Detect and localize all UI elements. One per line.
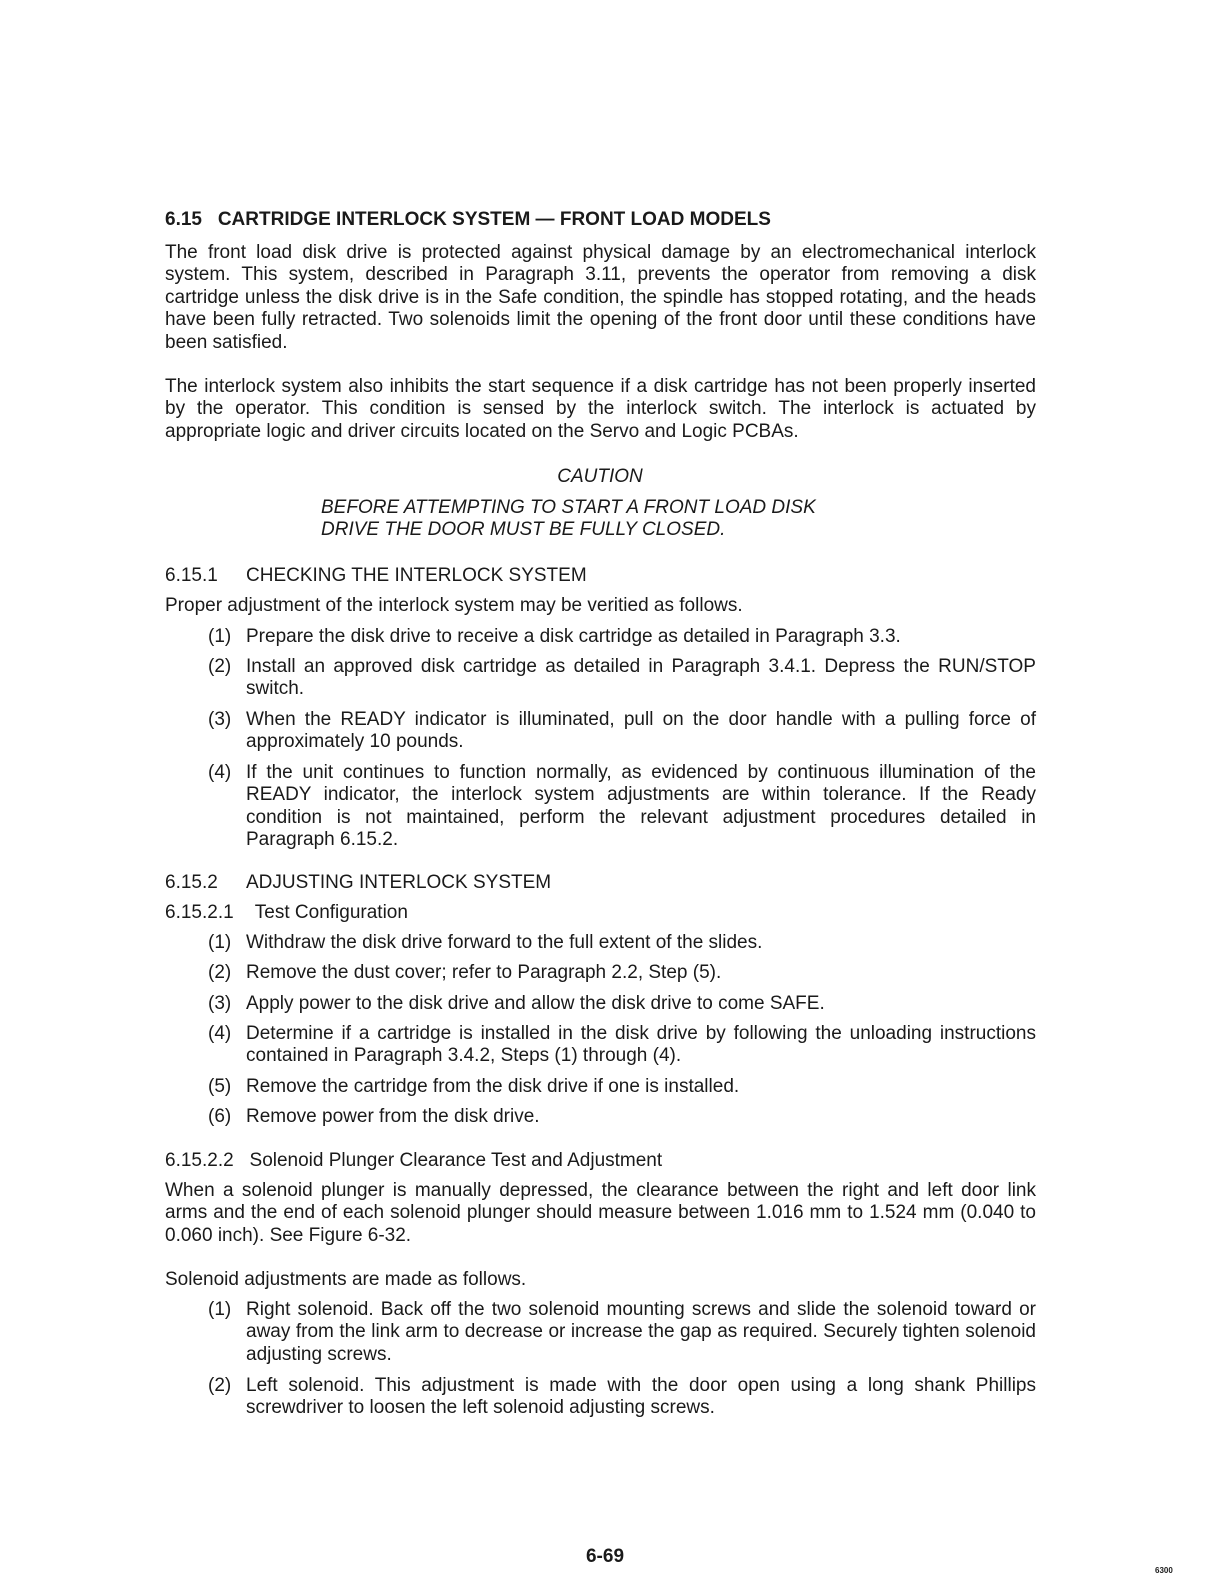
subsection-title: CHECKING THE INTERLOCK SYSTEM bbox=[246, 565, 587, 586]
item-text: Left solenoid. This adjustment is made with the door open using a long shank Phillips screwdriver to loosen the left solenoid adjusting screws. bbox=[246, 1375, 1036, 1419]
item-number: (2) bbox=[208, 962, 232, 983]
heading-number: 6.15 bbox=[165, 209, 202, 230]
item-text: Remove the cartridge from the disk drive if one is installed. bbox=[246, 1076, 740, 1097]
paragraph: Solenoid adjustments are made as follows. bbox=[165, 1269, 527, 1290]
caution-line: DRIVE THE DOOR MUST BE FULLY CLOSED. bbox=[321, 519, 726, 540]
item-text: Determine if a cartridge is installed in the disk drive by following the unloading instructions contained in Paragraph 3.4.2, Steps (1) through (4). bbox=[246, 1023, 1036, 1067]
list-item bbox=[165, 1076, 1036, 1098]
list-item bbox=[165, 1106, 1036, 1128]
list-item bbox=[165, 656, 1036, 701]
paragraph: Proper adjustment of the interlock system may be veritied as follows. bbox=[165, 595, 743, 616]
item-text: Withdraw the disk drive forward to the full extent of the slides. bbox=[246, 932, 763, 953]
subsection-heading bbox=[165, 1150, 1036, 1172]
document-code: 6300 bbox=[1155, 1566, 1173, 1575]
item-number: (4) bbox=[208, 1023, 232, 1044]
list-item bbox=[165, 1299, 1036, 1366]
item-text: Test Configuration bbox=[254, 902, 408, 923]
subsection-heading bbox=[165, 902, 1036, 924]
list-item bbox=[165, 1023, 1036, 1068]
intro-paragraph: The interlock system also inhibits the start sequence if a disk cartridge has not been properly inserted by the operator. This condition is sensed by the interlock switch. The interlock is actuated by appropriate logic and driver circuits located on the Servo and Logic PCBAs. bbox=[165, 376, 1036, 442]
item-text: Remove power from the disk drive. bbox=[246, 1106, 540, 1127]
item-text: Apply power to the disk drive and allow the disk drive to come SAFE. bbox=[246, 993, 825, 1014]
subsection-heading bbox=[165, 872, 1036, 894]
list-item bbox=[165, 932, 1036, 954]
item-text: ADJUSTING INTERLOCK SYSTEM bbox=[246, 872, 552, 893]
subsection-heading bbox=[165, 565, 1036, 587]
section-heading bbox=[165, 209, 1036, 231]
item-text: Remove the dust cover; refer to Paragraph 2.2, Step (5). bbox=[246, 962, 722, 983]
item-text: Right solenoid. Back off the two solenoid mounting screws and slide the solenoid toward or away from the link arm to decrease or increase the gap as required. Securely tighten solenoid adjusting screws. bbox=[246, 1299, 1036, 1365]
item-text: Install an approved disk cartridge as detailed in Paragraph 3.4.1. Depress the RUN/STOP switch. bbox=[246, 656, 1036, 700]
item-text: Solenoid Plunger Clearance Test and Adjustment bbox=[249, 1150, 663, 1171]
item-number: (5) bbox=[208, 1076, 232, 1097]
item-number: (2) bbox=[208, 656, 232, 677]
heading-title: CARTRIDGE INTERLOCK SYSTEM — FRONT LOAD MODELS bbox=[217, 209, 771, 230]
item-number: (1) bbox=[208, 1299, 232, 1320]
item-number: (3) bbox=[208, 993, 232, 1014]
item-text: When the READY indicator is illuminated, pull on the door handle with a pulling force of approximately 10 pounds. bbox=[246, 709, 1036, 753]
item-number: (2) bbox=[208, 1375, 232, 1396]
list-item bbox=[165, 962, 1036, 984]
item-number: (4) bbox=[208, 762, 232, 783]
item-text: 6.15.2 bbox=[165, 872, 218, 893]
item-text: If the unit continues to function normally, as evidenced by continuous illumination of the READY indicator, the interlock system adjustments are within tolerance. If the Ready condition is not maintained, perform the relevant adjustment procedures detailed in Paragraph 6.15.2. bbox=[246, 762, 1036, 851]
subsection-number: 6.15.1 bbox=[165, 565, 218, 586]
item-text: Prepare the disk drive to receive a disk cartridge as detailed in Paragraph 3.3. bbox=[246, 626, 901, 647]
item-number: (3) bbox=[208, 709, 232, 730]
list-item bbox=[165, 1375, 1036, 1420]
list-item bbox=[165, 626, 1036, 648]
item-number: (6) bbox=[208, 1106, 232, 1127]
caution-line: BEFORE ATTEMPTING TO START A FRONT LOAD DISK bbox=[321, 497, 816, 518]
item-number: (1) bbox=[208, 932, 232, 953]
intro-paragraph: The front load disk drive is protected against physical damage by an electromechanical interlock system. This system, described in Paragraph 3.11, prevents the operator from removing a disk cartridge unless the disk drive is in the Safe condition, the spindle has stopped rotating, and the heads have been fully retracted. Two solenoids limit the opening of the front door until these conditions have been satisfied. bbox=[165, 242, 1036, 353]
item-text: 6.15.2.2 bbox=[165, 1150, 234, 1171]
page-number: 6-69 bbox=[585, 1546, 625, 1567]
list-item bbox=[165, 993, 1036, 1015]
list-item bbox=[165, 762, 1036, 852]
paragraph: When a solenoid plunger is manually depressed, the clearance between the right and left door link arms and the end of each solenoid plunger should measure between 1.016 mm to 1.524 mm (0.040 to 0.060 inch). See Figure 6-32. bbox=[165, 1180, 1036, 1246]
list-item bbox=[165, 709, 1036, 754]
item-text: 6.15.2.1 bbox=[165, 902, 234, 923]
caution-title: CAUTION bbox=[557, 466, 643, 487]
item-number: (1) bbox=[208, 626, 232, 647]
